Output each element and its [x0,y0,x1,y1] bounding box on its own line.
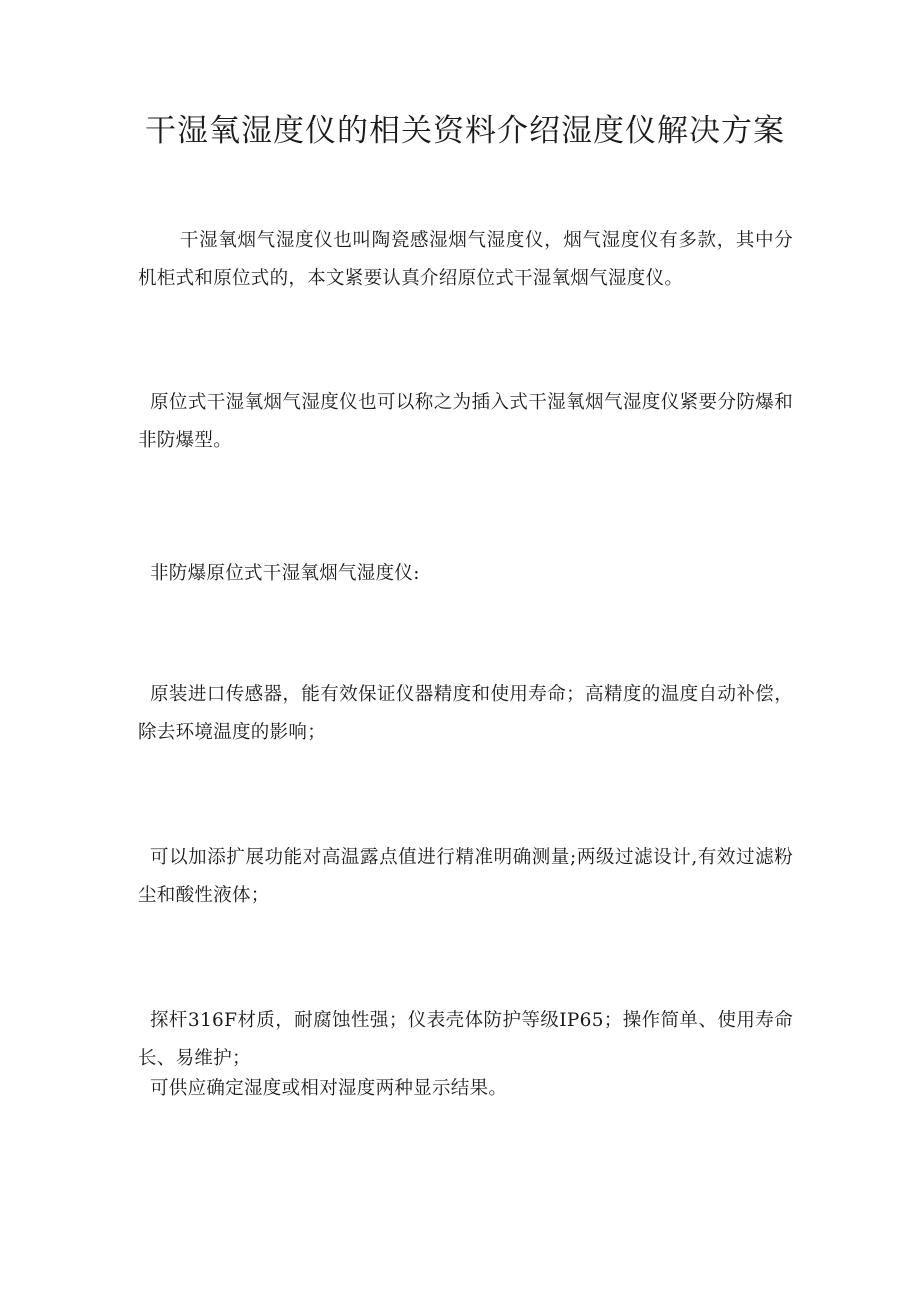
paragraph-intro: 干湿氧烟气湿度仪也叫陶瓷感湿烟气湿度仪，烟气湿度仪有多款，其中分机柜式和原位式的，本文紧要认真介绍原位式干湿氧烟气湿度仪。 [138,230,793,289]
paragraph-display: 可供应确定湿度或相对湿度两种显示结果。 [150,1078,508,1099]
document-title: 干湿氧湿度仪的相关资料介绍湿度仪解决方案 [145,113,785,149]
paragraph-sensor: 原装进口传感器，能有效保证仪器精度和使用寿命；高精度的温度自动补偿，除去环境温度的影响； [138,684,793,743]
paragraph-non-explosion-heading: 非防爆原位式干湿氧烟气湿度仪: [150,563,420,584]
paragraph-extension: 可以加添扩展功能对高温露点值进行精准明确测量;两级过滤设计,有效过滤粉尘和酸性液体； [138,847,793,906]
paragraph-probe: 探杆316F材质，耐腐蚀性强；仪表壳体防护等级IP65；操作简单、使用寿命长、易维护； [138,1010,793,1069]
paragraph-in-situ: 原位式干湿氧烟气湿度仪也可以称之为插入式干湿氧烟气湿度仪紧要分防爆和非防爆型。 [138,392,793,451]
